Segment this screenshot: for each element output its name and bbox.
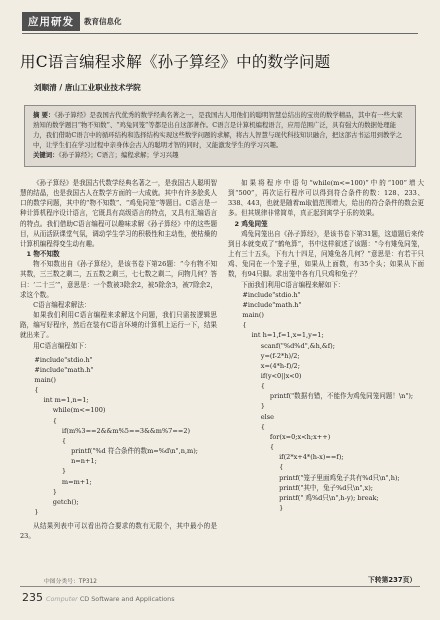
code-line: { xyxy=(34,386,39,395)
section-label: 应用研发 xyxy=(22,12,80,31)
code-line: { xyxy=(260,382,265,391)
journal-title: CD Software and Applications xyxy=(77,595,175,603)
code-line: if(m%3==2&&m%5==3&&m%7==2) xyxy=(61,426,191,435)
code-line: n=n+1; xyxy=(71,457,97,466)
keywords-text: 《孙子算经》；C语言；编程求解；学习兴趣 xyxy=(58,151,179,159)
code-line: x=(4*h-f)/2; xyxy=(260,361,300,370)
code-line: #include"math.h" xyxy=(242,300,302,309)
journal-name xyxy=(46,595,175,603)
continued-note: 下转第237页） xyxy=(368,576,417,584)
classification-note: 中图分类号：TP312 xyxy=(44,579,97,585)
code-line: else xyxy=(260,412,274,421)
intro-paragraph: 《孙子算经》是我国古代数学经典名著之一，是我国古人聪明智慧的结晶，也是我国古人在数学方面的一大成就。其中有许多脍炙人口的数学问题，其中的“物不知数”、“鸡兔同笼”等题目。C语言是一种计算机程序设计语言，它既具有高级语言的特点，又具有汇编语言的特点。我们借助C语言编程可以趣味求解《孙子算经》中的这些题目，从而活跃课堂气氛，调动学生学习的积极性和主动性，使枯燥的计算机编程得变生动有趣。 xyxy=(20,179,217,248)
code-line: while(m<=100) xyxy=(52,406,106,415)
code-line: { xyxy=(242,321,247,330)
footer-rule xyxy=(20,586,420,587)
paragraph: C语言编程求解法： xyxy=(33,300,91,309)
code-line: printf("%d 符合条件的数m=%d\n",n,m); xyxy=(71,447,198,456)
code-line: } xyxy=(34,508,39,516)
code-line: } xyxy=(260,402,265,411)
author-line: 刘顺清 / 唐山工业职业技术学院 xyxy=(34,83,141,92)
section-header xyxy=(22,12,122,30)
section-heading-2: 2 鸡兔同笼 xyxy=(234,219,268,228)
code-line: main() xyxy=(242,311,264,320)
journal-prefix: Computer xyxy=(46,595,78,603)
header-rule xyxy=(22,33,418,34)
code-line: #include"stdio.h" xyxy=(242,290,301,299)
code-line: printf(" 鸡%d只\n",h-y); break; xyxy=(279,493,379,502)
code-line: m=m+1; xyxy=(61,477,92,486)
code-line: main() xyxy=(34,375,56,384)
paragraph: 鸡兔同笼出自《孙子算经》，是该书卷下第31题，这道题后来传到日本就变成了“鹤龟算”，书中这样叙述了该题：“今有雉兔同笼，上有三十五头，下有九十四足，问雉兔各几何？”意思是：有若干只鸡、兔同在一个笼子里，如果从上面数，有35个头；如果从下面数，有94只脚。求出笼中各有几只鸡和兔子？ xyxy=(228,229,424,279)
left-column xyxy=(20,178,217,541)
page-number: 235 xyxy=(22,591,43,604)
code-line: } xyxy=(279,504,284,512)
abstract-label: 摘 要： xyxy=(33,111,55,119)
paragraph: 如果我们利用C语言编程来求解这个问题，我们只需按逻辑思路，编写好程序，然后在装有C语言环境的计算机上运行一下，结果就出来了。 xyxy=(20,311,217,340)
code-line: scanf("%d%d",&h,&f); xyxy=(260,341,335,350)
code-line: printf("其中，兔子%d只\n",x); xyxy=(279,483,373,492)
paragraph: 用C语言编程如下： xyxy=(33,341,91,350)
paragraph: 下面我们利用C语言编程来解如下： xyxy=(241,280,345,289)
code-line: { xyxy=(61,436,67,445)
code-line: int m=1,n=1; xyxy=(43,396,89,405)
code-line: { xyxy=(260,422,265,431)
code-line: if(y<0||x<0) xyxy=(260,371,302,380)
abstract-text: 《孙子算经》是我国古代优秀的数学经典名著之一，是我国古人用他们的聪明智慧总结出的宝贵的数学精品，其中有一些大家熟知的数学题目“物不知数”、“鸡兔同笼”等都是出自这部著作。C语言是计算机编程语言，应用范围广泛，具有强大的数据处理能力，我们借助C语言中的循环结构和选择结构实现这些数学问题的求解，将古人智慧与现代科技知识融合，把这部古书运用到教学之中，让学生们在学习过程中亲身体会古人的聪明才智的同时，又能激发学生的学习兴趣。 xyxy=(33,111,403,149)
paragraph: 如果将程序中语句“while(m<=100)”中的“100”增大到“500”，再次运行程序可以得到符合条件的数：128、233、338、443，也就是随着m取值范围增大，给出的符合条件的数会更多。但其规律非常简单，真正起到寓学于乐的效果。 xyxy=(228,179,424,218)
subsection-label: 教育信息化 xyxy=(84,16,122,26)
code-line: getch(); xyxy=(52,497,79,506)
abstract-paragraph xyxy=(33,110,407,150)
code-line: y=(f-2*h)/2; xyxy=(260,351,300,360)
abstract-box xyxy=(24,105,416,167)
article-title: 用C语言编程求解《孙子算经》中的数学问题 xyxy=(20,53,331,71)
section-heading-1: 1 物不知数 xyxy=(26,250,60,259)
paragraph: 物不知数出自《孙子算经》，是该书卷下第26题：“今有物不知其数，三三数之剩二，五五数之剩三，七七数之剩二，问物几何？答曰：‘二十三’”，意思是：一个数被3除余2，被5除余3，被7除余2，求这个数。 xyxy=(20,260,217,299)
code-line: } xyxy=(61,467,67,476)
keywords-paragraph xyxy=(33,150,407,160)
paragraph: 从结果列表中可以看出符合要求的数有无限个，其中最小的是23。 xyxy=(20,522,217,541)
code-line: printf("数据有错，不能作为鸡兔同笼问题！\n"); xyxy=(269,392,414,401)
code-line: } xyxy=(52,487,57,496)
code-line: { xyxy=(269,443,275,452)
code-line: int h=1,f=1,x=1,y=1; xyxy=(251,331,324,340)
code-line: { xyxy=(52,416,57,425)
code-line: #include"stdio.h" xyxy=(34,355,93,364)
code-line: #include"math.h" xyxy=(34,365,94,374)
code-line: if(2*x+4*(h-x)==f); xyxy=(279,453,344,462)
code-line: printf("笼子里面鸡兔子共有%d只\n",h); xyxy=(279,473,400,482)
right-column xyxy=(228,178,424,513)
code-line: for(x=0;x<h;x++) xyxy=(269,432,331,441)
keywords-label: 关键词： xyxy=(33,151,59,159)
code-line: { xyxy=(279,463,284,472)
